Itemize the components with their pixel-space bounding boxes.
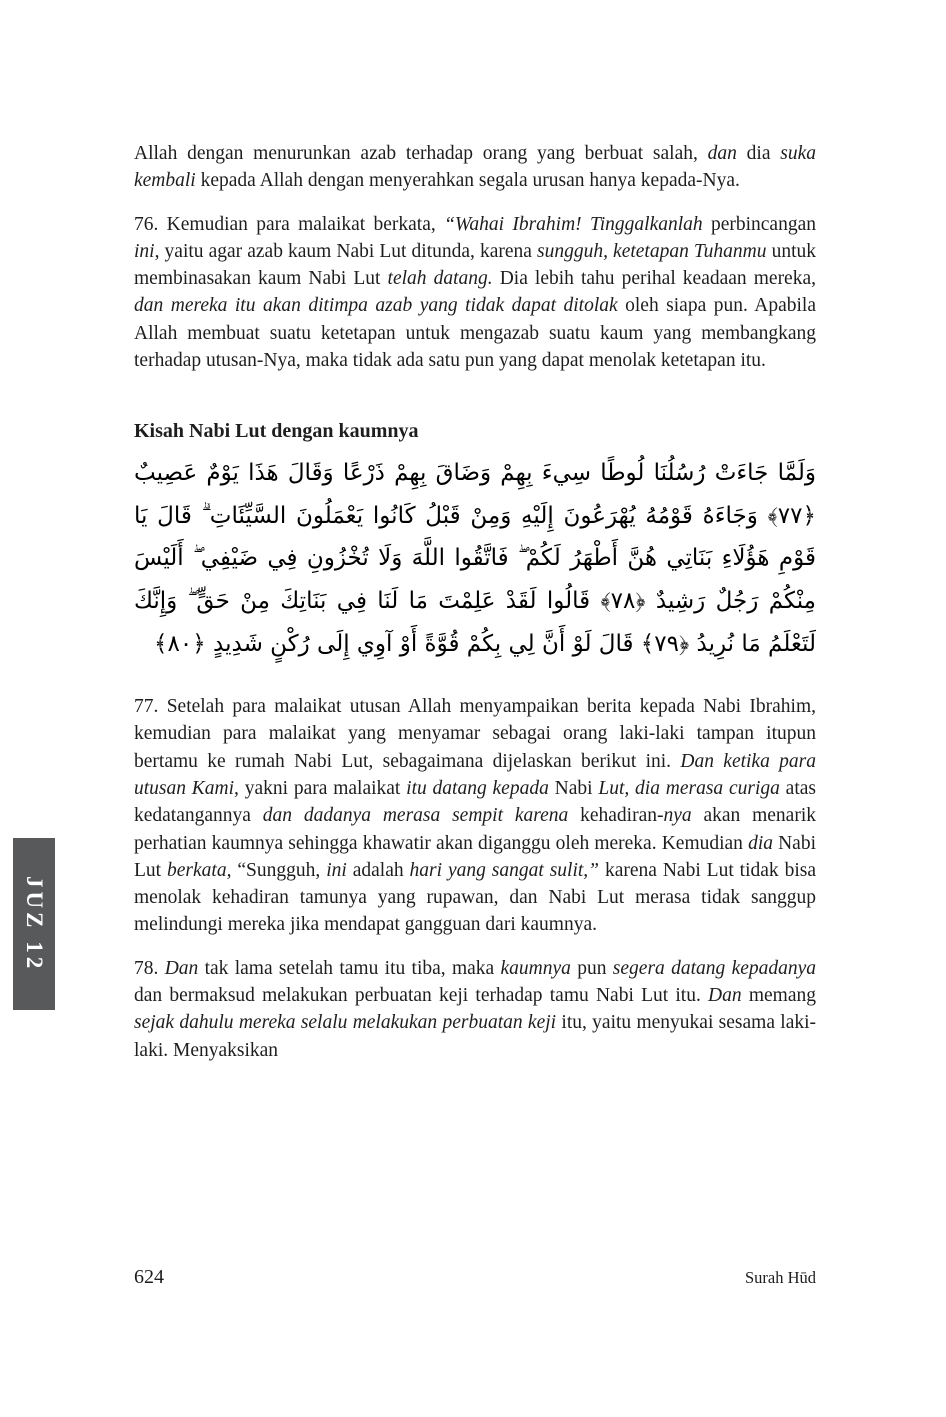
surah-name: Surah Hūd: [744, 1268, 816, 1287]
page-footer: [134, 1266, 816, 1289]
section-heading: Kisah Nabi Lut dengan kaumnya: [134, 420, 419, 443]
arabic-verses: وَلَمَّا جَاءَتْ رُسُلُنَا لُوطًا سِيءَ بِهِمْ وَضَاقَ بِهِمْ ذَرْعًا وَقَالَ هَذَا يَوْمٌ عَصِيبٌ ﴿٧٧﴾ وَجَاءَهُ قَوْمُهُ يُهْرَعُونَ إِلَيْهِ وَمِنْ قَبْلُ كَانُوا يَعْمَلُونَ السَّيِّئَاتِ ۗ قَالَ يَا قَوْمِ هَؤُلَاءِ بَنَاتِي هُنَّ أَطْهَرُ لَكُمْ ۖ فَاتَّقُوا اللَّهَ وَلَا تُخْزُونِ فِي ضَيْفِي ۖ أَلَيْسَ مِنْكُمْ رَجُلٌ رَشِيدٌ ﴿٧٨﴾ قَالُوا لَقَدْ عَلِمْتَ مَا لَنَا فِي بَنَاتِكَ مِنْ حَقٍّ ۖ وَإِنَّكَ لَتَعْلَمُ مَا نُرِيدُ ﴿٧٩﴾ قَالَ لَوْ أَنَّ لِي بِكُمْ قُوَّةً أَوْ آوِي إِلَى رُكْنٍ شَدِيدٍ ﴿٨٠﴾: [134, 460, 816, 657]
page-number: 624: [134, 1266, 164, 1288]
paragraph-continuation: Allah dengan menurunkan azab terhadap orang yang berbuat salah, dan dia suka kembali kepada Allah dengan menyerahkan segala urusan hanya kepada-Nya.: [134, 143, 816, 192]
juz-label: JUZ 12: [22, 875, 47, 973]
paragraph-verse-76: 76. Kemudian para malaikat berkata, “Wahai Ibrahim! Tinggalkanlah perbincangan ini, yaitu agar azab kaum Nabi Lut ditunda, karena sungguh, ketetapan Tuhanmu untuk membinasakan kaum Nabi Lut telah datang. Dia lebih tahu perihal keadaan mereka, dan mereka itu akan ditimpa azab yang tidak dapat ditolak oleh siapa pun. Apabila Allah membuat suatu ketetapan untuk mengazab suatu kaum yang membangkang terhadap utusan-Nya, maka tidak ada satu pun yang dapat menolak ketetapan itu.: [134, 213, 817, 372]
paragraph-verse-78: 78. Dan tak lama setelah tamu itu tiba, maka kaumnya pun segera datang kepadanya dan bermaksud melakukan perbuatan keji terhadap tamu Nabi Lut itu. Dan memang sejak dahulu mereka selalu melakukan perbuatan keji itu, yaitu menyukai sesama laki-laki. Menyaksikan: [134, 957, 817, 1061]
juz-tab: [13, 838, 55, 1010]
paragraph-verse-77: 77. Setelah para malaikat utusan Allah menyampaikan berita kepada Nabi Ibrahim, kemudian para malaikat yang menyamar sebagai orang laki-laki tampan itupun bertamu ke rumah Nabi Lut, sebagaimana dijelaskan berikut ini. Dan ketika para utusan Kami, yakni para malaikat itu datang kepada Nabi Lut, dia merasa curiga atas kedatangannya dan dadanya merasa sempit karena kehadiran-nya akan menarik perhatian kaumnya sehingga khawatir akan diganggu oleh mereka. Kemudian dia Nabi Lut berkata, “Sungguh, ini adalah hari yang sangat sulit,” karena Nabi Lut tidak bisa menolak kehadiran tamunya yang rupawan, dan Nabi Lut merasa tidak sanggup melindungi mereka jika mendapat gangguan dari kaumnya.: [134, 696, 817, 936]
page-content: [134, 140, 816, 1080]
